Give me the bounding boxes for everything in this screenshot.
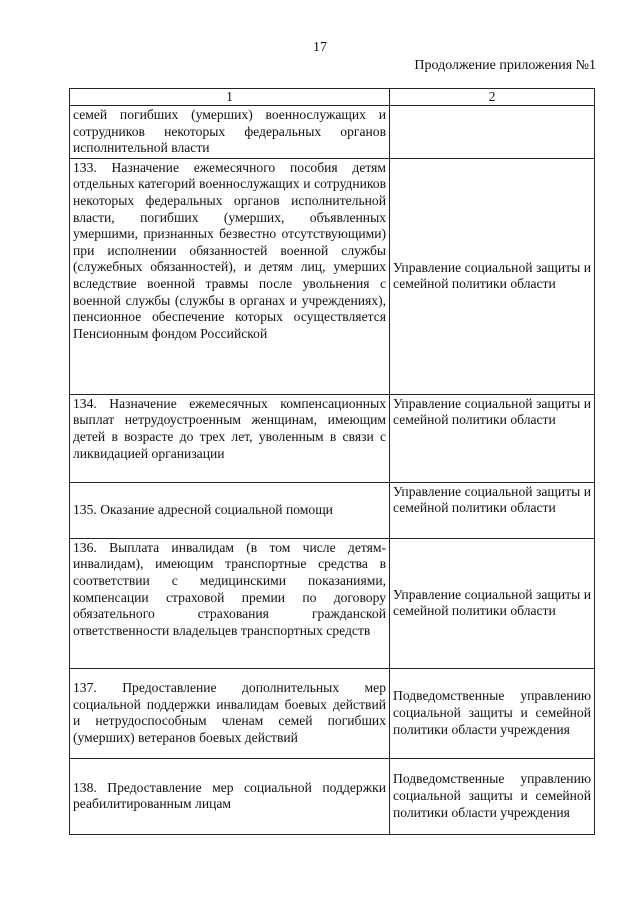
table-row (70, 106, 595, 159)
table-row (70, 758, 595, 834)
row-text: 137. Предоставление дополнительных мер социальной поддержки инвалидам боевых действий и нетрудоспособным членам семей погибших (умерших) ветеранов боевых действий (70, 668, 390, 758)
row-responsible (390, 106, 595, 159)
table-header-row (70, 89, 595, 106)
row-text: 135. Оказание адресной социальной помощи (70, 482, 390, 538)
header-col-2: 2 (390, 89, 595, 106)
continuation-label: Продолжение приложения №1 (414, 58, 596, 73)
table-row (70, 394, 595, 482)
table-row (70, 538, 595, 668)
services-table (69, 88, 595, 835)
page-number: 17 (313, 40, 327, 55)
row-responsible: Управление социальной защиты и семейной политики области (390, 482, 595, 538)
row-text: семей погибших (умерших) военнослужащих и сотрудников некоторых федеральных органов исполнительной власти (70, 106, 390, 159)
row-responsible: Управление социальной защиты и семейной политики области (390, 158, 595, 394)
row-text: 138. Предоставление мер социальной поддержки реабилитированным лицам (70, 758, 390, 834)
row-text: 134. Назначение ежемесячных компенсационных выплат нетрудоустроенным женщинам, имеющим детей в возрасте до трех лет, уволенным в связи с ликвидацией организации (70, 394, 390, 482)
row-text: 133. Назначение ежемесячного пособия детям отдельных категорий военнослужащих и сотрудников некоторых федеральных органов исполнительной власти, погибших (умерших, объявленных умершими, признанных безвестно отсутствующими) при исполнении обязанностей военной службы (служебных обязанностей), и детям лиц, умерших вследствие военной травмы после увольнения с военной службы (службы в органах и учреждениях), пенсионное обеспечение которых осуществляется Пенсионным фондом Российской (70, 158, 390, 394)
table-row (70, 482, 595, 538)
header-col-1: 1 (70, 89, 390, 106)
table-row (70, 668, 595, 758)
row-responsible: Подведомственные управлению социальной защиты и семейной политики области учреждения (390, 758, 595, 834)
row-responsible: Управление социальной защиты и семейной политики области (390, 394, 595, 482)
table-row (70, 158, 595, 394)
row-text: 136. Выплата инвалидам (в том числе детям-инвалидам), имеющим транспортные средства в соответствии с медицинскими показаниями, компенсации страховой премии по договору обязательного страхования гражданской ответственности владельцев транспортных средств (70, 538, 390, 668)
row-responsible: Подведомственные управлению социальной защиты и семейной политики области учреждения (390, 668, 595, 758)
row-responsible: Управление социальной защиты и семейной политики области (390, 538, 595, 668)
